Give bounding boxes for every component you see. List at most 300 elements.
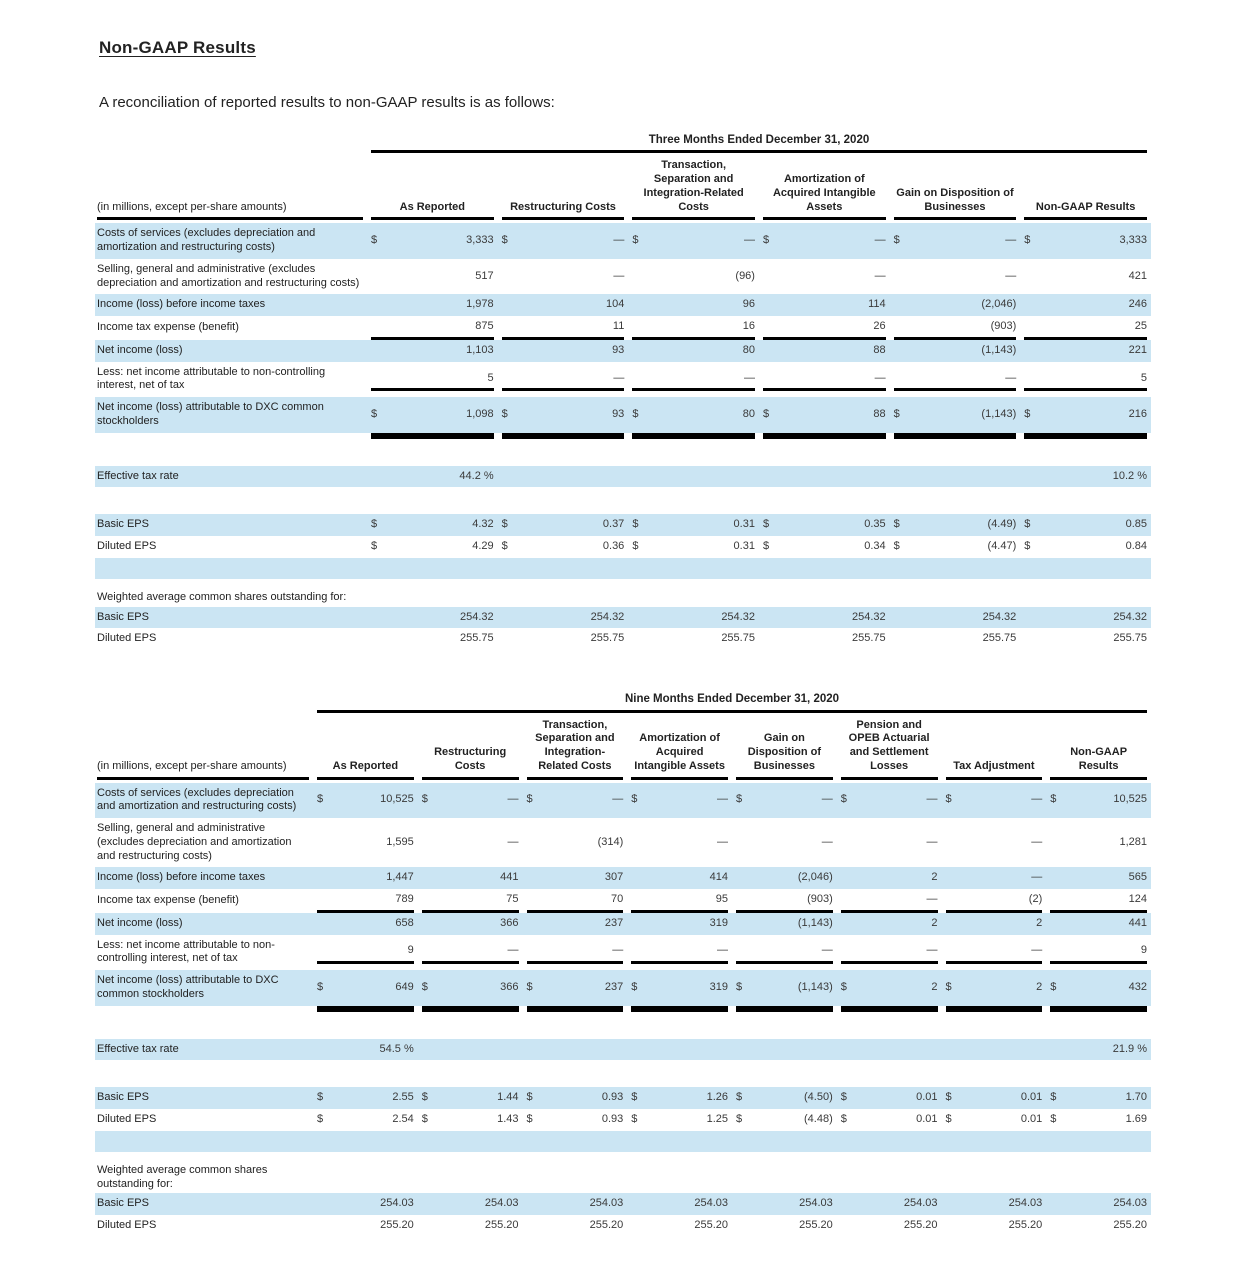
cell-value: 2.55 bbox=[392, 1091, 414, 1104]
value-cell bbox=[759, 466, 890, 488]
value-cell bbox=[837, 913, 942, 935]
cell-value: 21.9 % bbox=[1112, 1042, 1147, 1055]
cell-value: 875 bbox=[475, 320, 494, 333]
column-header: Gain on Disposition of Businesses bbox=[894, 187, 1017, 221]
cell-value: 93 bbox=[612, 408, 625, 420]
value-cell bbox=[367, 397, 498, 433]
column-header-cell bbox=[759, 153, 890, 220]
value-cell bbox=[890, 628, 1021, 650]
value-cell bbox=[942, 818, 1047, 867]
value-cell bbox=[890, 607, 1021, 629]
cell-value: (903) bbox=[990, 320, 1017, 333]
value-cell-inner bbox=[1050, 832, 1147, 854]
double-rule bbox=[841, 1006, 938, 1012]
row-label-cell bbox=[95, 259, 367, 295]
value-cell bbox=[1046, 1039, 1151, 1061]
value-cell bbox=[418, 1087, 523, 1109]
cell-value: (1,143) bbox=[981, 408, 1017, 420]
row-label-cell bbox=[95, 628, 367, 650]
value-cell-inner bbox=[763, 294, 886, 316]
value-cell-inner bbox=[422, 1087, 519, 1109]
value-cell-inner bbox=[1024, 294, 1147, 316]
value-cell bbox=[628, 362, 759, 398]
dollar-sign: $ bbox=[840, 793, 847, 806]
value-cell-inner bbox=[317, 789, 414, 811]
value-cell-inner bbox=[422, 889, 519, 913]
spacer-cell bbox=[95, 1152, 1151, 1161]
value-cell bbox=[523, 783, 628, 819]
cell-value: 237 bbox=[604, 980, 624, 993]
dollar-sign: $ bbox=[945, 793, 952, 806]
value-cell-inner bbox=[502, 266, 625, 288]
value-cell-inner bbox=[317, 1087, 414, 1109]
row-label: Net income (loss) bbox=[97, 343, 183, 356]
value-cell-inner bbox=[1050, 913, 1147, 935]
double-rule-cell bbox=[942, 1006, 1047, 1015]
value-cell bbox=[1020, 514, 1151, 536]
value-cell bbox=[523, 1087, 628, 1109]
cell-value: 5 bbox=[1140, 371, 1147, 384]
cell-value: 1,978 bbox=[466, 298, 494, 311]
value-cell-inner bbox=[763, 536, 886, 558]
value-cell bbox=[628, 397, 759, 433]
cell-value: 517 bbox=[475, 269, 494, 282]
table-row bbox=[95, 340, 1151, 362]
cell-value: 0.36 bbox=[602, 540, 625, 553]
value-cell-inner bbox=[632, 607, 755, 629]
dollar-sign: $ bbox=[421, 1113, 428, 1125]
value-cell-inner bbox=[631, 977, 728, 999]
cell-value: 441 bbox=[500, 871, 519, 884]
cell-value: 254.03 bbox=[380, 1197, 414, 1210]
cell-value: 1.69 bbox=[1125, 1113, 1147, 1125]
cell-value: — bbox=[874, 371, 886, 384]
cell-value: (4.48) bbox=[804, 1113, 833, 1125]
value-cell bbox=[1046, 783, 1151, 819]
double-rule bbox=[1024, 433, 1147, 439]
value-cell bbox=[313, 1087, 418, 1109]
value-cell-inner bbox=[631, 940, 728, 964]
double-rule-cell bbox=[732, 1006, 837, 1015]
cell-value: 216 bbox=[1128, 408, 1147, 420]
value-cell-inner bbox=[763, 628, 886, 650]
value-cell bbox=[732, 1193, 837, 1215]
row-label: Income (loss) before income taxes bbox=[97, 298, 266, 311]
cell-value: 255.75 bbox=[851, 632, 886, 645]
value-cell bbox=[628, 294, 759, 316]
row-label-cell bbox=[95, 935, 313, 971]
value-cell bbox=[732, 818, 837, 867]
cell-value: 104 bbox=[605, 298, 625, 311]
value-cell-inner bbox=[527, 1087, 624, 1109]
cell-value: 2 bbox=[931, 871, 938, 884]
value-cell-inner bbox=[371, 514, 494, 536]
value-cell-inner bbox=[502, 607, 625, 629]
value-cell-inner bbox=[736, 913, 833, 935]
value-cell-inner bbox=[371, 230, 494, 252]
dollar-sign: $ bbox=[421, 1091, 428, 1104]
value-cell-inner bbox=[632, 316, 755, 340]
row-label: Income (loss) before income taxes bbox=[97, 871, 266, 884]
value-cell-inner bbox=[946, 889, 1043, 913]
value-cell bbox=[759, 362, 890, 398]
row-label: Less: net income attributable to non-controlling interest, net of tax bbox=[97, 365, 326, 392]
table-row bbox=[95, 362, 1151, 398]
value-cell-inner bbox=[527, 867, 624, 889]
value-cell bbox=[942, 1087, 1047, 1109]
value-cell bbox=[1046, 1109, 1151, 1131]
value-cell-inner bbox=[317, 1039, 414, 1061]
row-label-cell bbox=[95, 223, 367, 259]
cell-value: 254.32 bbox=[982, 610, 1017, 623]
value-cell-inner bbox=[631, 867, 728, 889]
cell-value: (4.47) bbox=[987, 540, 1017, 553]
value-cell-inner bbox=[371, 536, 494, 558]
cell-value: 366 bbox=[500, 916, 519, 929]
cell-value: 4.29 bbox=[472, 540, 494, 553]
value-cell bbox=[1020, 223, 1151, 259]
value-cell bbox=[498, 259, 629, 295]
value-cell bbox=[732, 783, 837, 819]
spacer-cell bbox=[95, 487, 1151, 514]
value-cell bbox=[523, 935, 628, 971]
double-rule bbox=[632, 433, 755, 439]
period-cell bbox=[367, 133, 1151, 153]
column-header: Restructuring Costs bbox=[422, 746, 519, 780]
value-cell bbox=[418, 935, 523, 971]
cell-value: — bbox=[874, 234, 886, 247]
row-label: Costs of services (excludes depreciation and amortization and restructuring costs) bbox=[97, 227, 316, 254]
dollar-sign: $ bbox=[526, 1091, 533, 1104]
value-cell bbox=[1020, 607, 1151, 629]
value-cell-inner bbox=[632, 230, 755, 252]
dollar-sign: $ bbox=[317, 1113, 324, 1125]
cell-value: 1,281 bbox=[1119, 835, 1147, 848]
table-row bbox=[95, 1193, 1151, 1215]
value-cell-inner bbox=[502, 514, 625, 536]
value-cell-inner bbox=[632, 473, 755, 481]
cell-value: 0.93 bbox=[601, 1113, 624, 1125]
dollar-sign: $ bbox=[1050, 793, 1057, 806]
value-cell bbox=[627, 867, 732, 889]
value-cell bbox=[942, 867, 1047, 889]
units-note: (in millions, except per-share amounts) bbox=[97, 760, 309, 780]
dollar-sign: $ bbox=[1024, 518, 1031, 531]
value-cell-inner bbox=[371, 607, 494, 629]
dollar-sign: $ bbox=[631, 1091, 638, 1104]
dollar-sign: $ bbox=[736, 1113, 743, 1125]
cell-value: 307 bbox=[604, 871, 624, 884]
value-cell bbox=[1020, 316, 1151, 340]
value-cell-inner bbox=[631, 1193, 728, 1215]
value-cell bbox=[732, 970, 837, 1006]
cell-value: 255.20 bbox=[1113, 1219, 1147, 1231]
dollar-sign: $ bbox=[371, 408, 378, 420]
dollar-sign: $ bbox=[893, 234, 900, 247]
highlight-band-row bbox=[95, 558, 1151, 579]
double-rule-cell bbox=[1046, 1006, 1151, 1015]
value-cell bbox=[759, 259, 890, 295]
row-label-cell bbox=[95, 514, 367, 536]
cell-value: 649 bbox=[395, 980, 414, 993]
column-header: As Reported bbox=[317, 760, 414, 780]
value-cell-inner bbox=[736, 789, 833, 811]
cell-value: — bbox=[613, 371, 625, 384]
column-header-cell bbox=[732, 713, 837, 780]
value-cell-inner bbox=[371, 404, 494, 426]
value-cell bbox=[498, 514, 629, 536]
value-cell-inner bbox=[1050, 1215, 1147, 1237]
value-cell-inner bbox=[1024, 607, 1147, 629]
cell-value: 421 bbox=[1128, 269, 1147, 282]
value-cell-inner bbox=[946, 1215, 1043, 1237]
table-row bbox=[95, 223, 1151, 259]
value-cell-inner bbox=[527, 1045, 624, 1053]
value-cell-inner bbox=[422, 1215, 519, 1237]
period-cell bbox=[313, 692, 1151, 712]
empty-cell bbox=[95, 1006, 313, 1015]
value-cell-inner bbox=[763, 316, 886, 340]
dollar-sign: $ bbox=[501, 234, 508, 247]
cell-value: (4.49) bbox=[987, 518, 1017, 531]
value-cell-inner bbox=[371, 628, 494, 650]
value-cell bbox=[1020, 362, 1151, 398]
dollar-sign: $ bbox=[501, 518, 508, 531]
cell-value: 254.03 bbox=[1113, 1197, 1147, 1210]
value-cell-inner bbox=[736, 1215, 833, 1237]
value-cell bbox=[732, 867, 837, 889]
dollar-sign: $ bbox=[1050, 980, 1057, 993]
value-cell-inner bbox=[371, 266, 494, 288]
value-cell-inner bbox=[317, 1193, 414, 1215]
cell-value: — bbox=[1031, 871, 1043, 884]
value-cell bbox=[313, 867, 418, 889]
value-cell-inner bbox=[527, 889, 624, 913]
value-cell-inner bbox=[317, 1109, 414, 1131]
cell-value: 254.32 bbox=[590, 610, 625, 623]
value-cell-inner bbox=[736, 940, 833, 964]
value-cell-inner bbox=[1024, 514, 1147, 536]
row-label: Diluted EPS bbox=[97, 1113, 157, 1125]
dollar-sign: $ bbox=[631, 793, 638, 806]
value-cell bbox=[759, 536, 890, 558]
value-cell bbox=[498, 628, 629, 650]
value-cell bbox=[890, 259, 1021, 295]
value-cell bbox=[313, 1193, 418, 1215]
value-cell bbox=[627, 1109, 732, 1131]
value-cell bbox=[759, 223, 890, 259]
double-rule-row bbox=[95, 433, 1151, 442]
value-cell bbox=[627, 1193, 732, 1215]
cell-value: — bbox=[926, 893, 938, 905]
value-cell-inner bbox=[631, 1215, 728, 1237]
dollar-sign: $ bbox=[893, 408, 900, 420]
dollar-sign: $ bbox=[371, 518, 378, 531]
value-cell-inner bbox=[1024, 316, 1147, 340]
value-cell bbox=[837, 970, 942, 1006]
value-cell-inner bbox=[763, 340, 886, 362]
value-cell-inner bbox=[502, 404, 625, 426]
value-cell bbox=[627, 913, 732, 935]
value-cell bbox=[367, 607, 498, 629]
row-label-cell bbox=[95, 340, 367, 362]
value-cell bbox=[313, 970, 418, 1006]
cell-value: 5 bbox=[487, 371, 494, 384]
value-cell-inner bbox=[632, 340, 755, 362]
row-label-cell bbox=[95, 818, 313, 867]
value-cell bbox=[942, 1215, 1047, 1237]
value-cell-inner bbox=[1024, 368, 1147, 392]
value-cell-inner bbox=[422, 1109, 519, 1131]
cell-value: 658 bbox=[395, 916, 414, 929]
value-cell bbox=[628, 340, 759, 362]
value-cell-inner bbox=[422, 832, 519, 854]
value-cell bbox=[498, 466, 629, 488]
cell-value: (2) bbox=[1028, 893, 1043, 905]
cell-value: 254.03 bbox=[589, 1197, 624, 1210]
value-cell-inner bbox=[631, 1045, 728, 1053]
page-title: Non-GAAP Results bbox=[99, 38, 256, 57]
value-cell-inner bbox=[841, 832, 938, 854]
dollar-sign: $ bbox=[631, 980, 638, 993]
column-header-cell bbox=[890, 153, 1021, 220]
row-label-cell bbox=[95, 1039, 313, 1061]
dollar-sign: $ bbox=[893, 540, 900, 553]
cell-value: 254.32 bbox=[460, 610, 494, 623]
section-heading-cell bbox=[95, 1161, 1151, 1194]
cell-value: 10,525 bbox=[1113, 793, 1147, 806]
reconciliation-table-three-months bbox=[95, 133, 1151, 650]
value-cell bbox=[837, 935, 942, 971]
table-row bbox=[95, 783, 1151, 819]
value-cell bbox=[942, 889, 1047, 913]
row-label-cell bbox=[95, 1215, 313, 1237]
value-cell bbox=[498, 316, 629, 340]
double-rule bbox=[1050, 1006, 1147, 1012]
value-cell bbox=[837, 889, 942, 913]
value-cell-inner bbox=[422, 1193, 519, 1215]
dollar-sign: $ bbox=[762, 408, 770, 420]
table-row bbox=[95, 316, 1151, 340]
value-cell-inner bbox=[631, 889, 728, 913]
cell-value: 4.32 bbox=[472, 518, 494, 531]
value-cell bbox=[942, 913, 1047, 935]
value-cell bbox=[1020, 340, 1151, 362]
value-cell bbox=[890, 362, 1021, 398]
row-label-cell bbox=[95, 607, 367, 629]
dollar-sign: $ bbox=[632, 540, 639, 553]
value-cell-inner bbox=[946, 1087, 1043, 1109]
value-cell bbox=[1020, 397, 1151, 433]
cell-value: 254.03 bbox=[694, 1197, 728, 1210]
cell-value: (1,143) bbox=[797, 916, 833, 929]
value-cell bbox=[313, 783, 418, 819]
value-cell-inner bbox=[763, 404, 886, 426]
value-cell bbox=[627, 935, 732, 971]
column-header-cell bbox=[942, 713, 1047, 780]
value-cell bbox=[627, 889, 732, 913]
row-label: Basic EPS bbox=[97, 610, 149, 623]
row-label: Basic EPS bbox=[97, 1091, 149, 1104]
cell-value: 2 bbox=[1036, 980, 1043, 993]
value-cell bbox=[732, 1109, 837, 1131]
value-cell bbox=[628, 259, 759, 295]
cell-value: 1.44 bbox=[497, 1091, 519, 1104]
dollar-sign: $ bbox=[840, 980, 847, 993]
dollar-sign: $ bbox=[840, 1113, 847, 1125]
value-cell-inner bbox=[527, 1215, 624, 1237]
value-cell bbox=[732, 935, 837, 971]
value-cell-inner bbox=[1050, 1193, 1147, 1215]
intro-text: A reconciliation of reported results to non-GAAP results is as follows: bbox=[99, 94, 555, 111]
value-cell-inner bbox=[763, 230, 886, 252]
section-heading: Weighted average common shares outstanding for: bbox=[97, 590, 347, 603]
column-header-cell bbox=[313, 713, 418, 780]
cell-value: 0.35 bbox=[864, 518, 886, 531]
spacer-row bbox=[95, 1015, 1151, 1039]
value-cell bbox=[367, 536, 498, 558]
dollar-sign: $ bbox=[317, 980, 324, 993]
cell-value: 255.20 bbox=[484, 1219, 519, 1231]
value-cell-inner bbox=[422, 940, 519, 964]
dollar-sign: $ bbox=[762, 518, 770, 531]
value-cell bbox=[627, 1215, 732, 1237]
value-cell bbox=[890, 536, 1021, 558]
value-cell bbox=[890, 340, 1021, 362]
value-cell-inner bbox=[736, 832, 833, 854]
dollar-sign: $ bbox=[421, 980, 428, 993]
spacer-cell bbox=[95, 442, 1151, 466]
value-cell bbox=[628, 514, 759, 536]
value-cell-inner bbox=[502, 316, 625, 340]
cell-value: — bbox=[507, 944, 519, 957]
dollar-sign: $ bbox=[945, 1113, 952, 1125]
value-cell bbox=[418, 1193, 523, 1215]
dollar-sign: $ bbox=[501, 408, 508, 420]
value-cell bbox=[1020, 466, 1151, 488]
cell-value: 255.20 bbox=[380, 1219, 414, 1231]
cell-value: — bbox=[1005, 371, 1017, 384]
value-cell bbox=[942, 1109, 1047, 1131]
cell-value: — bbox=[1031, 835, 1043, 848]
value-cell bbox=[418, 783, 523, 819]
row-label: Basic EPS bbox=[97, 1197, 149, 1210]
table-row bbox=[95, 1215, 1151, 1237]
value-cell-inner bbox=[502, 368, 625, 392]
cell-value: 80 bbox=[742, 343, 755, 356]
value-cell-inner bbox=[841, 867, 938, 889]
value-cell bbox=[313, 818, 418, 867]
value-cell-inner bbox=[1050, 889, 1147, 913]
row-label-cell bbox=[95, 294, 367, 316]
cell-value: 96 bbox=[742, 298, 755, 311]
value-cell bbox=[837, 1087, 942, 1109]
double-rule-cell bbox=[418, 1006, 523, 1015]
value-cell bbox=[367, 362, 498, 398]
value-cell-inner bbox=[632, 404, 755, 426]
cell-value: (314) bbox=[597, 835, 624, 848]
value-cell bbox=[942, 1039, 1047, 1061]
row-label: Net income (loss) bbox=[97, 916, 183, 929]
cell-value: 255.75 bbox=[721, 632, 755, 645]
column-header: Pension and OPEB Actuarial and Settlement Losses bbox=[841, 719, 938, 780]
table-row bbox=[95, 913, 1151, 935]
cell-value: 124 bbox=[1128, 893, 1147, 905]
dollar-sign: $ bbox=[945, 980, 952, 993]
value-cell bbox=[732, 1039, 837, 1061]
cell-value: 255.20 bbox=[903, 1219, 938, 1231]
dollar-sign: $ bbox=[1024, 408, 1031, 420]
